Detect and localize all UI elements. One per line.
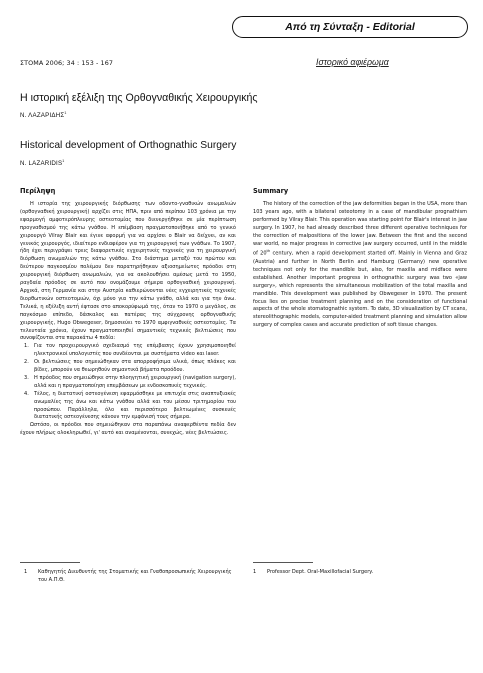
english-author — [20, 159, 65, 167]
english-abstract-heading: Summary — [253, 187, 289, 195]
greek-author-sup: 1 — [64, 111, 67, 115]
greek-footnote — [24, 569, 234, 584]
english-author-name: N. LAZARIDIS — [20, 160, 63, 168]
greek-title: Η ιστορική εξέλιξη της Ορθογναθικής Χειρουργικής — [20, 92, 258, 104]
footnote-divider-left — [20, 562, 80, 563]
english-footnote-number: 1 — [253, 569, 257, 575]
english-footnote — [253, 569, 467, 577]
english-abstract — [253, 201, 467, 330]
greek-abstract — [20, 201, 236, 438]
english-paragraph-1 — [253, 201, 467, 330]
greek-author — [20, 111, 67, 119]
greek-list — [20, 343, 236, 422]
english-author-sup: 1 — [62, 159, 65, 163]
list-item-number: 2. — [24, 359, 29, 366]
list-item-text: Για τον προχειρουργικό σχεδιασμό της επέμβασης έχουν χρησιμοποιηθεί ηλεκτρονικοί υπολογιστές που συνδέονται με συστήματα video και laser. — [34, 343, 236, 358]
greek-paragraph-2: Ωστόσο, οι πρόοδοι που σημειώθηκαν στα παραπάνω αναφερθέντα πεδία δεν έχουν πλήρως ολοκληρωθεί, γι' αυτό και αναμένονται, συνεχώς, νέες βελτιώσεις. — [20, 422, 236, 437]
english-footnote-text: Professor Dept. Oral-Maxillofacial Surgery. — [267, 569, 374, 575]
footnote-divider-right — [253, 562, 313, 563]
section-tag — [316, 57, 389, 67]
list-item-text: Τέλος, η διατατική οστεογένεση εφαρμόσθηκε με επιτυχία στις αναπτυξιακές ανωμαλίες της άνω και κάτω γνάθου αλλά και του μέσου τριτημορίου του προσώπου. Παράλληλα, όλο και περισσότερο βελτιωμένες συσκευές διατατικής οστεογένεσης κάνουν την εμφάνισή τους σήμερα. — [34, 390, 236, 421]
english-title: Historical development of Orthognathic Surgery — [20, 140, 237, 151]
list-item-number: 3. — [24, 374, 29, 381]
greek-author-name: Ν. ΛΑΖΑΡΙΔΗΣ — [20, 112, 65, 120]
greek-paragraph-1: Η ιστορία της χειρουργικής διόρθωσης των οδοντο-γναθικών ανωμαλιών (ορθογναθική χειρουργική) αρχίζει στις ΗΠΑ, πριν από περίπου 103 χρόνια με την εφαρμογή αμφοτερόπλευρης οστεοτομίας που διενεργήθηκε σε μία περίπτωση προγναθισμού της κάτω γνάθου. Η επέμβαση πραγματοποιήθηκε από το γενικό χειρουργό Vilray Blair και έγινε αφορμή για να αρχίσει ο Blair να δείχνει, αν και γενικός χειρουργός, ιδιαίτερο ενδιαφέρον για τη χειρουργική των γνάθων. Το 1907, ήδη έχει περιγράψει τρεις διαφορετικές εγχειρητικές τεχνικές για τη χειρουργική διόρθωση ανωμαλιών της κάτω γνάθου. Στο διάστημα μεταξύ του πρώτου και δεύτερου παγκοσμίου πολέμου δεν παρατηρήθηκαν αξιοσημείωτες πρόοδοι στη χειρουργική διόρθωση ανωμαλιών, για να ακολουθήσει αμέσως μετά το 1950, ραγδαία πρόοδος σε αυτό που ονομάζουμε σήμερα ορθογναθική χειρουργική. Αρχικά, στη Γερμανία και στην Αυστρία καθιερώνονται νέες εγχειρητικές τεχνικές διορθωτικών οστεοτομιών, όχι μόνο για την κάτω γνάθο, αλλά και για την άνω. Τελικά, η εξέλιξη αυτή έφτασε στο αποκορύφωμά της, όταν το 1970 ο μεγάλος, σε παγκόσμιο επίπεδο, δάσκαλος και πατέρας της σύγχρονης ορθογναθικής χειρουργικής, Hugo Obwegeser, δημοσιεύει το 1970 αμφιγναθικές οστεοτομίες. Τα τελευταία χρόνια, έχουν πραγματοποιηθεί σημαντικές τεχνικές βελτιώσεις που συνοψίζονται στα παρακάτω 4 πεδία: — [20, 201, 236, 342]
english-paragraph-1-a: The history of the correction of the jaw deformities began in the USA, more than 103 years ago, with a bilateral osteotomy in a case of mandibular prognathism performed by Vilray Blair. This operation was starting point for Blair's interest in jaw surgery. In 1907, he had already described three different operative techniques for the correction of malpositions of the lower jaw. Between the first and the second war world, no major progress in corrective jaw surgery occurred, until in the middle of 20 — [253, 201, 467, 258]
editorial-label: Από τη Σύνταξη - Editorial — [232, 16, 468, 38]
greek-abstract-heading: Περίληψη — [20, 187, 56, 195]
greek-footnote-text: Καθηγητής Διευθυντής της Στοματικής και Γναθοπροσωπικής Χειρουργικής του Α.Π.Θ. — [38, 569, 232, 583]
list-item — [20, 359, 236, 375]
list-item-number: 1. — [24, 343, 29, 350]
list-item — [20, 343, 236, 359]
list-item-text: Οι βελτιώσεις που σημειώθηκαν στα απορροφήσιμα υλικά, όπως πλάκες και βίδες, μπορούν να θεωρηθούν σημαντικά βήματα προόδου. — [34, 359, 236, 374]
list-item-text: Η πρόοδος που σημειώθηκε στην πλοηγητική χειρουργική (navigation surgery), αλλά και η πραγματοποίηση επεμβάσεων με ενδοσκοπικές τεχνικές. — [34, 374, 236, 389]
list-item — [20, 375, 236, 391]
section-tag-text: Ιστορικό αφιέρωμα — [316, 57, 389, 67]
journal-citation: ΣΤΟΜΑ 2006; 34 : 153 - 167 — [20, 59, 114, 67]
english-paragraph-sup: th — [266, 249, 271, 254]
list-item — [20, 391, 236, 423]
english-paragraph-1-b: century, when a rapid development started off. Mainly in Vienna and Graz (Austria) and further in North Berlin and Hamburg (Germany) new operative techniques not only for the mandible but, also, for maxilla and midface were established. Another important progress in orthognathic surgery was two «jaw surgery», which represents the simultaneous mobilization of the total maxilla and mandible. This development was published by Obwegeser in 1970. The present focus lies on precise treatment planning and on the consideration of functional aspects of the whole stomatognathic system. To date, 3D visualization by CT scans, stereolithographic models, computer-aided treatment planning and simulation allow surgery of complex cases and accurate prediction of soft tissue changes. — [253, 251, 467, 329]
list-item-number: 4. — [24, 390, 29, 397]
greek-footnote-number: 1 — [24, 569, 28, 575]
